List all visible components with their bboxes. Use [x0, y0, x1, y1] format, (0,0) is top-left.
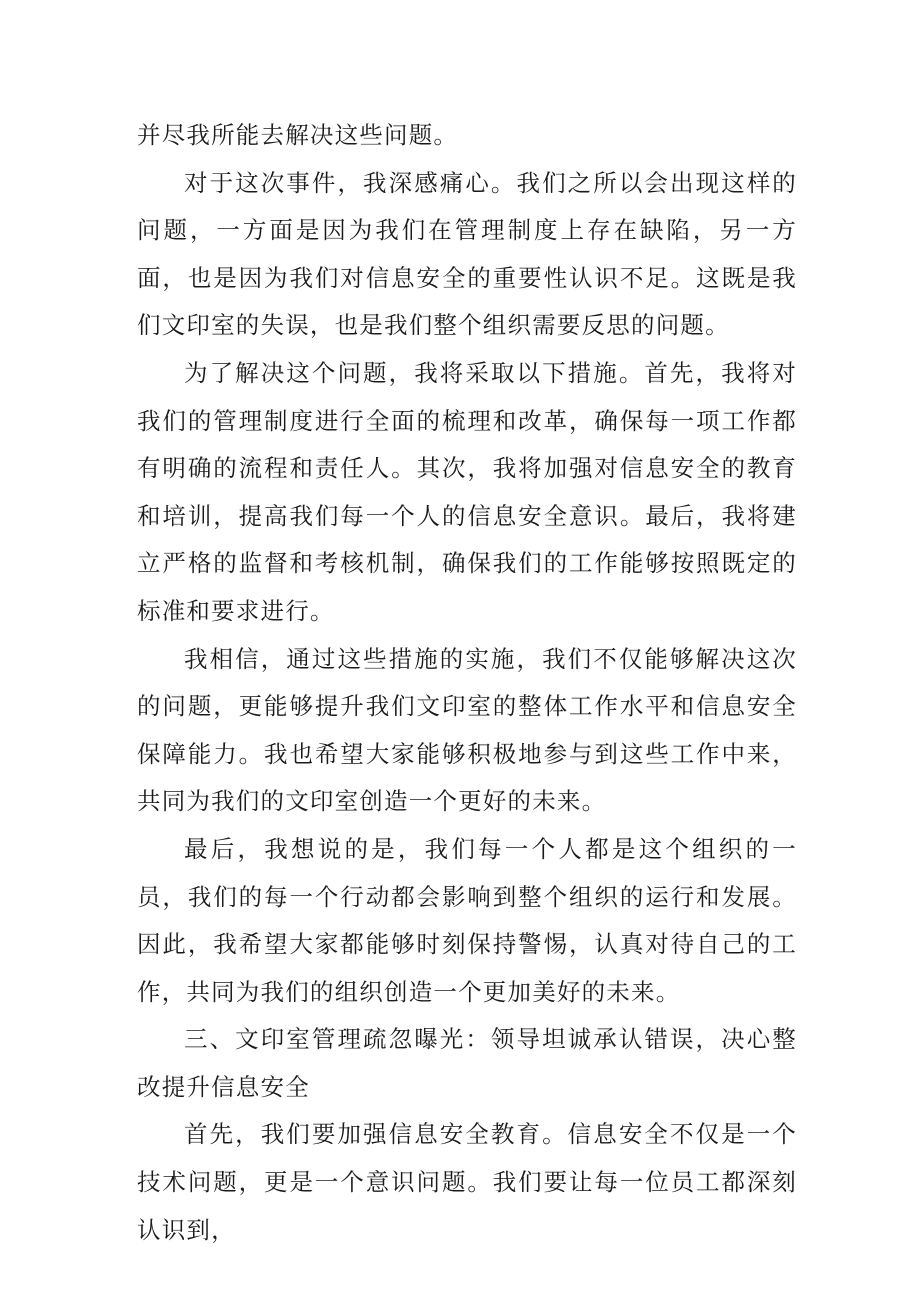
paragraph-closing: 最后，我想说的是，我们每一个人都是这个组织的一员，我们的每一个行动都会影响到整个组织的运行和发展。因此，我希望大家都能够时刻保持警惕，认真对待自己的工作，共同为我们的组织创造一个更加美好的未来。	[137, 834, 797, 1006]
paragraph-incident-reflection: 对于这次事件，我深感痛心。我们之所以会出现这样的问题，一方面是因为我们在管理制度上存在缺陷，另一方面，也是因为我们对信息安全的重要性认识不足。这既是我们文印室的失误，也是我们整个组织需要反思的问题。	[137, 168, 797, 340]
paragraph-belief: 我相信，通过这些措施的实施，我们不仅能够解决这次的问题，更能够提升我们文印室的整体工作水平和信息安全保障能力。我也希望大家能够积极地参与到这些工作中来，共同为我们的文印室创造一个更好的未来。	[137, 644, 797, 816]
document-body	[137, 112, 797, 1254]
paragraph-education: 首先，我们要加强信息安全教育。信息安全不仅是一个技术问题，更是一个意识问题。我们要让每一位员工都深刻认识到，	[137, 1120, 797, 1244]
paragraph-measures: 为了解决这个问题，我将采取以下措施。首先，我将对我们的管理制度进行全面的梳理和改革，确保每一项工作都有明确的流程和责任人。其次，我将加强对信息安全的教育和培训，提高我们每一个人的信息安全意识。最后，我将建立严格的监督和考核机制，确保我们的工作能够按照既定的标准和要求进行。	[137, 358, 797, 625]
section-heading: 三、文印室管理疏忽曝光：领导坦诚承认错误，决心整改提升信息安全	[137, 1025, 797, 1101]
paragraph-continuation: 并尽我所能去解决这些问题。	[137, 121, 459, 149]
